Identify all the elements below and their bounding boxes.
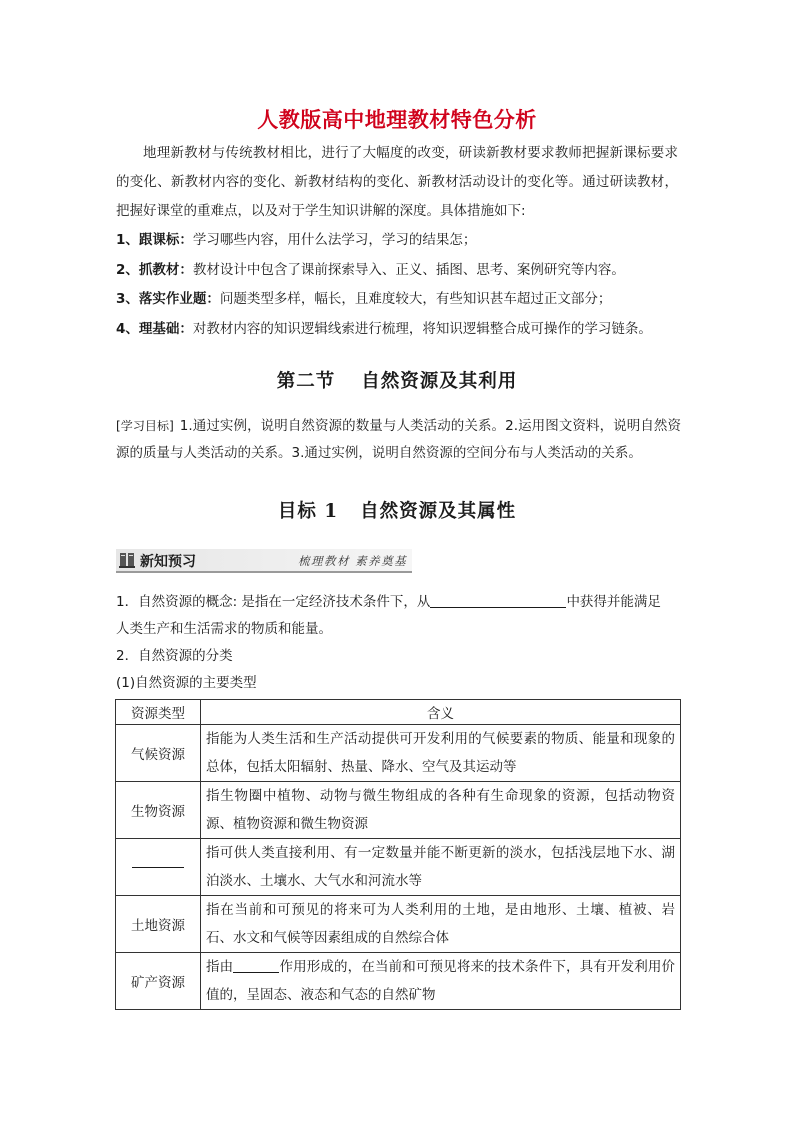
resource-desc-cell: 指可供人类直接利用、有一定数量并能不断更新的淡水，包括浅层地下水、湖泊淡水、土壤水、大气水和河流水等 xyxy=(201,839,681,896)
section-number: 第二节 xyxy=(276,371,336,392)
table-row xyxy=(116,953,681,1010)
learning-goals-tag: [学习目标] xyxy=(116,419,174,433)
measure-key: 3、落实作业题： xyxy=(116,291,220,307)
learning-goals xyxy=(116,413,681,467)
measure-item xyxy=(116,226,678,256)
desc-prefix: 指由 xyxy=(206,959,234,975)
table-row xyxy=(116,896,681,953)
concept-line-2: 人类生产和生活需求的物质和能量。 xyxy=(116,621,332,637)
measure-key: 2、抓教材： xyxy=(116,261,193,278)
measure-item xyxy=(116,315,678,345)
measure-item xyxy=(116,256,678,286)
target-heading xyxy=(0,497,794,523)
table-header-type: 资源类型 xyxy=(116,700,201,725)
resource-type-cell: 土地资源 xyxy=(116,896,201,953)
preview-banner xyxy=(116,549,412,573)
learning-goals-text: 1.通过实例，说明自然资源的数量与人类活动的关系。2.运用图文资料，说明自然资源的质量与人类活动的关系。3.通过实例，说明自然资源的空间分布与人类活动的关系。 xyxy=(116,418,681,461)
main-types-heading: (1)自然资源的主要类型 xyxy=(116,675,257,691)
book-icon xyxy=(119,552,135,568)
concept-prefix: 1．自然资源的概念: 是指在一定经济技术条件下，从 xyxy=(116,594,431,610)
fill-blank[interactable] xyxy=(233,958,279,973)
resource-desc-cell: 指能为人类生活和生产活动提供可开发利用的气候要素的物质、能量和现象的总体，包括太阳辐射、热量、降水、空气及其运动等 xyxy=(201,725,681,782)
concept-line xyxy=(116,588,661,616)
table-header-meaning: 含义 xyxy=(201,700,681,725)
table-row xyxy=(116,839,681,896)
banner-label: 新知预习 xyxy=(140,554,196,570)
resource-type-cell-blank[interactable] xyxy=(116,839,201,896)
resource-desc-cell: 指在当前和可预见的将来可为人类利用的土地，是由地形、土壤、植被、岩石、水文和气候等因素组成的自然综合体 xyxy=(201,896,681,953)
target-name: 自然资源及其属性 xyxy=(360,501,517,522)
banner-subtitle: 梳理教材 素养奠基 xyxy=(298,554,408,568)
measure-list xyxy=(116,226,678,344)
intro-paragraph: 地理新教材与传统教材相比，进行了大幅度的改变，研读新教材要求教师把握新课标要求的变化、新教材内容的变化、新教材结构的变化、新教材活动设计的变化等。通过研读教材，把握好课堂的重难点，以及对于学生知识讲解的深度。具体措施如下: xyxy=(116,145,678,219)
resource-desc-cell xyxy=(201,953,681,1010)
desc-suffix: 作用形成的，在当前和可预见将来的技术条件下，具有开发利用价值的，呈固态、液态和气态的自然矿物 xyxy=(206,959,676,1003)
resource-type-cell: 矿产资源 xyxy=(116,953,201,1010)
measure-key: 1、跟课标： xyxy=(116,232,193,248)
section-name: 自然资源及其利用 xyxy=(361,371,518,392)
target-number: 目标 1 xyxy=(277,501,339,522)
section-heading xyxy=(0,367,794,393)
measure-item xyxy=(116,285,678,315)
classification-heading: 2．自然资源的分类 xyxy=(116,648,233,664)
fill-blank[interactable] xyxy=(430,593,566,608)
measure-text: 学习哪些内容，用什么法学习，学习的结果怎； xyxy=(192,232,477,248)
measure-key: 4、理基础： xyxy=(116,320,193,337)
resource-desc-cell: 指生物圈中植物、动物与微生物组成的各种有生命现象的资源，包括动物资源、植物资源和微生物资源 xyxy=(201,782,681,839)
document-title: 人教版高中地理教材特色分析 xyxy=(257,108,537,132)
fill-blank[interactable] xyxy=(132,867,184,868)
concept-suffix: 中获得并能满足 xyxy=(566,594,661,610)
measure-text: 教材设计中包含了课前探索导入、正义、插图、思考、案例研究等内容。 xyxy=(192,261,625,278)
measure-text: 问题类型多样，幅长，且难度较大，有些知识甚车超过正文部分； xyxy=(219,291,612,307)
measure-text: 对教材内容的知识逻辑线索进行梳理，将知识逻辑整合成可操作的学习链条。 xyxy=(192,320,652,337)
resource-table xyxy=(115,699,681,1010)
table-row xyxy=(116,782,681,839)
table-header-row xyxy=(116,700,681,725)
table-row xyxy=(116,725,681,782)
resource-type-cell: 生物资源 xyxy=(116,782,201,839)
resource-type-cell: 气候资源 xyxy=(116,725,201,782)
